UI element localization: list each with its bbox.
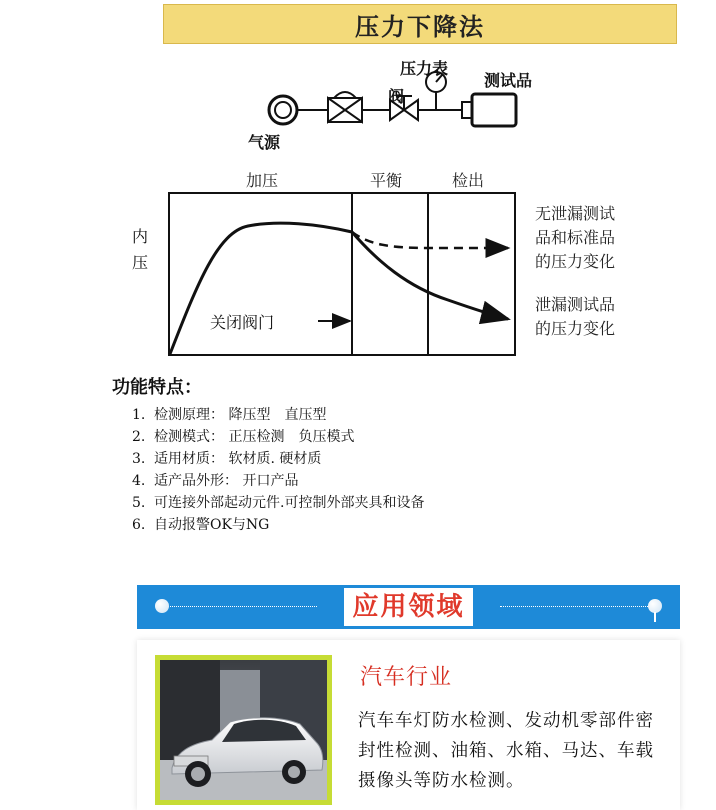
banner-dotted-line-left [167, 606, 317, 607]
banner-dotted-line-right [500, 606, 650, 607]
phase-label-detect: 检出 [452, 171, 485, 190]
title-banner [163, 4, 677, 44]
automotive-description: 汽车车灯防水检测、发动机零部件密封性检测、油箱、水箱、马达、车载摄像头等防水检测。 [358, 711, 654, 791]
internal-pressure-label: 内压 [132, 227, 149, 272]
list-item: 5. 可连接外部起动元件.可控制外部夹具和设备 [132, 495, 425, 511]
car-image [160, 660, 327, 800]
list-item: 6. 自动报警OK与NG [132, 517, 270, 533]
leak-curve [352, 232, 508, 319]
phase-label-pressurize: 加压 [246, 171, 279, 190]
features-list [132, 404, 424, 536]
banner-pin-left-icon [155, 599, 169, 613]
pressure-schematic [240, 50, 570, 160]
no-leak-note: 无泄漏测试 品和标准品 的压力变化 [535, 204, 616, 271]
list-item: 1. 检测原理： 降压型 直压型 [132, 407, 327, 423]
applications-banner [137, 585, 680, 629]
list-item: 3. 适用材质： 软材质. 硬材质 [132, 451, 322, 467]
features-heading: 功能特点： [112, 377, 202, 398]
no-leak-curve [352, 232, 508, 248]
valve-label: 阀 [388, 87, 405, 106]
pressure-curve-svg [168, 192, 518, 358]
banner-pin-stem [654, 612, 656, 622]
test-product-icon [462, 94, 516, 126]
page-title: 压力下降法 [355, 12, 485, 41]
close-valve-annotation: 关闭阀门 [208, 310, 276, 333]
product-label: 测试品 [484, 71, 533, 90]
car-photo [160, 660, 327, 800]
automotive-title: 汽车行业 [360, 665, 453, 690]
air-source-label: 气源 [248, 133, 281, 152]
pressurize-curve [170, 223, 352, 354]
air-source-icon [269, 96, 297, 124]
list-item: 2. 检测模式： 正压检测 负压模式 [132, 429, 355, 445]
phase-label-balance: 平衡 [370, 171, 403, 190]
leak-note: 泄漏测试品 的压力变化 [535, 295, 616, 338]
list-item: 4. 适产品外形： 开口产品 [132, 473, 299, 489]
pressure-curve-plot [168, 192, 518, 362]
banner-pin-right-icon [648, 599, 662, 613]
applications-title: 应用领域 [344, 588, 472, 626]
gauge-label: 压力表 [400, 59, 449, 78]
car-photo-frame [155, 655, 332, 805]
